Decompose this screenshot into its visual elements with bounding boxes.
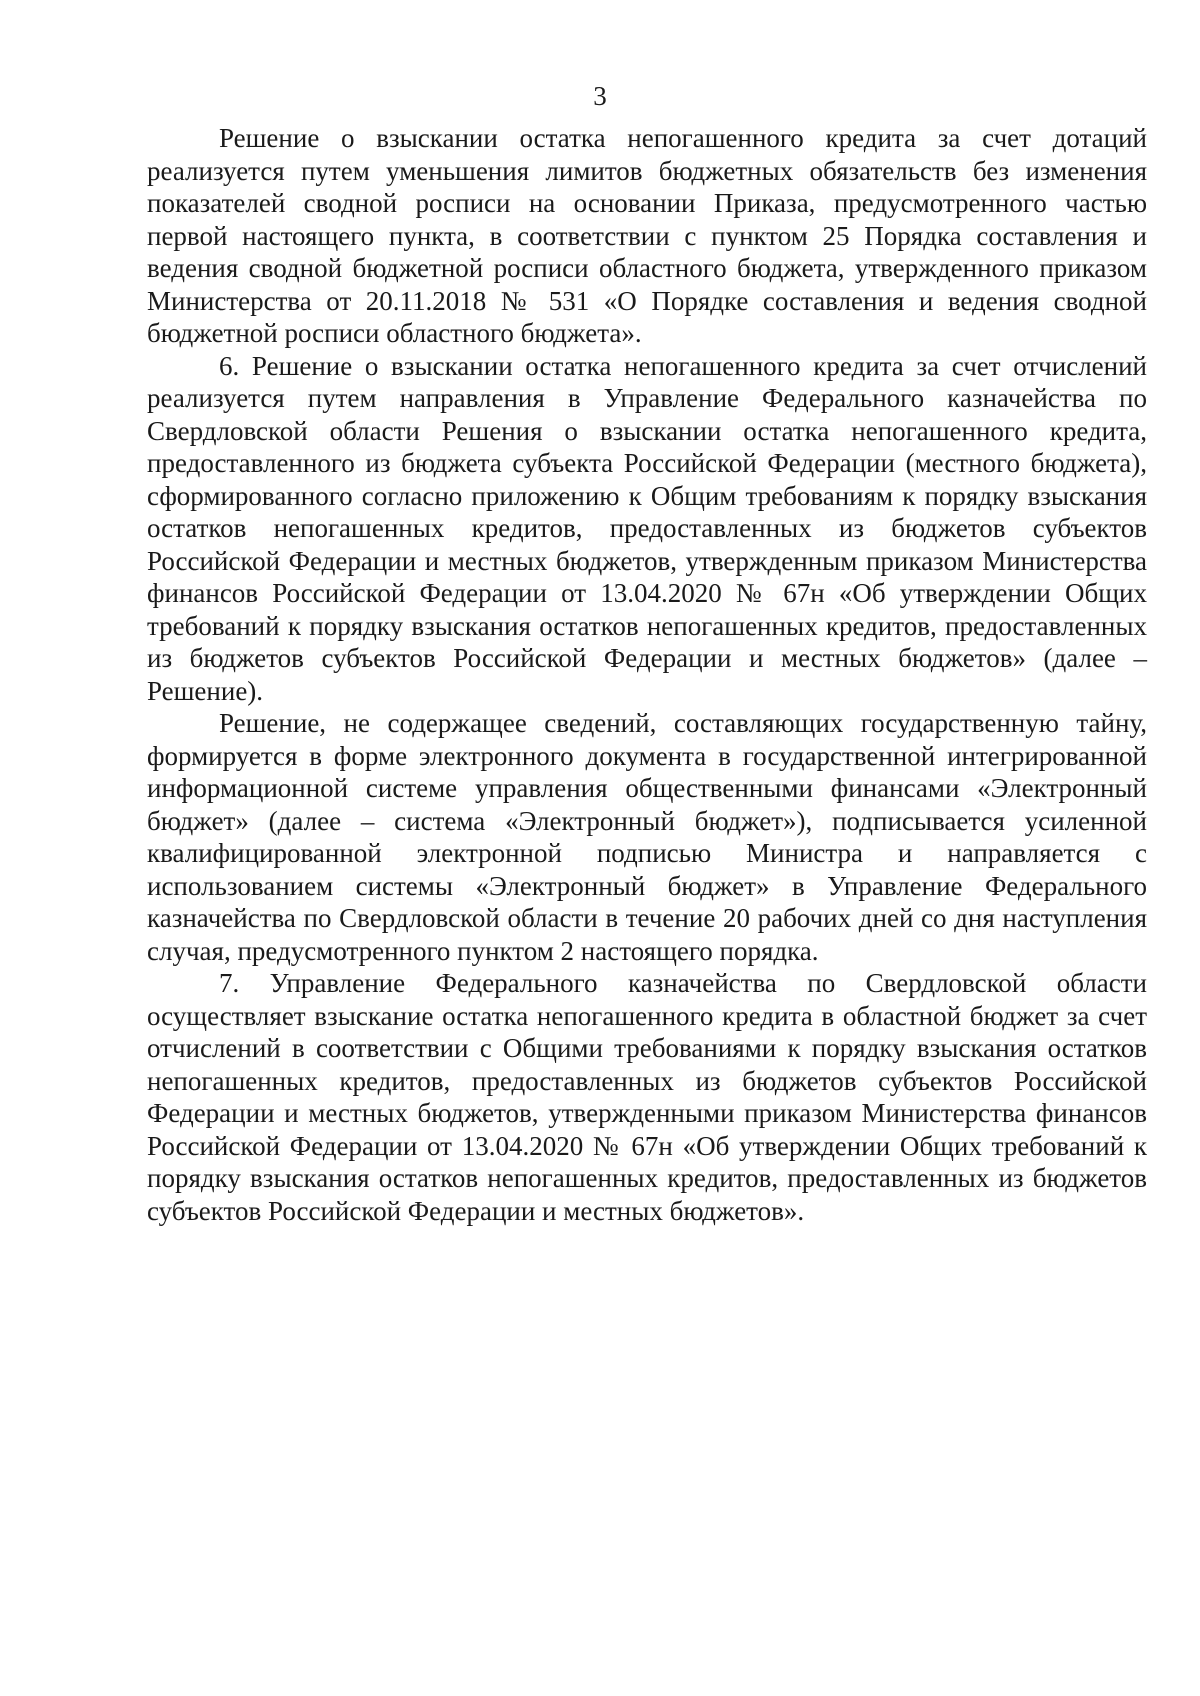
paragraph-item-6: 6. Решение о взыскании остатка непогашенного кредита за счет отчислений реализуется путем направления в Управление Федерального казначейства по Свердловской области Решения о взыскании остатка непогашенного кредита, предоставленного из бюджета субъекта Российской Федерации (местного бюджета), сформированного согласно приложению к Общим требованиям к порядку взыскания остатков непогашенных кредитов, предоставленных из бюджетов субъектов Российской Федерации и местных бюджетов, утвержденным приказом Министерства финансов Российской Федерации от 13.04.2020 № 67н «Об утверждении Общих требований к порядку взыскания остатков непогашенных кредитов, предоставленных из бюджетов субъектов Российской Федерации и местных бюджетов» (далее – Решение). bbox=[147, 350, 1147, 706]
paragraph-item-7: 7. Управление Федерального казначейства по Свердловской области осуществляет взыскание остатка непогашенного кредита в областной бюджет за счет отчислений в соответствии с Общими требованиями к порядку взыскания остатков непогашенных кредитов, предоставленных из бюджетов субъектов Российской Федерации и местных бюджетов, утвержденными приказом Министерства финансов Российской Федерации от 13.04.2020 № 67н «Об утверждении Общих требований к порядку взыскания остатков непогашенных кредитов, предоставленных из бюджетов субъектов Российской Федерации и местных бюджетов». bbox=[147, 968, 1147, 1226]
paragraph-reduction-of-limits: Решение о взыскании остатка непогашенного кредита за счет дотаций реализуется путем уменьшения лимитов бюджетных обязательств без изменения показателей сводной росписи на основании Приказа, предусмотренного частью первой настоящего пункта, в соответствии с пунктом 25 Порядка составления и ведения сводной бюджетной росписи областного бюджета, утвержденного приказом Министерства от 20.11.2018 № 531 «О Порядке составления и ведения сводной бюджетной росписи областного бюджета». bbox=[147, 123, 1147, 348]
page-number: 3 bbox=[593, 81, 607, 111]
paragraph-electronic-budget: Решение, не содержащее сведений, составляющих государственную тайну, формируется в форме электронного документа в государственной интегрированной информационной системе управления общественными финансами «Электронный бюджет» (далее – система «Электронный бюджет»), подписывается усиленной квалифицированной электронной подписью Министра и направляется с использованием системы «Электронный бюджет» в Управление Федерального казначейства по Свердловской области в течение 20 рабочих дней со дня наступления случая, предусмотренного пунктом 2 настоящего порядка. bbox=[147, 708, 1147, 966]
document-body bbox=[147, 122, 1147, 1227]
